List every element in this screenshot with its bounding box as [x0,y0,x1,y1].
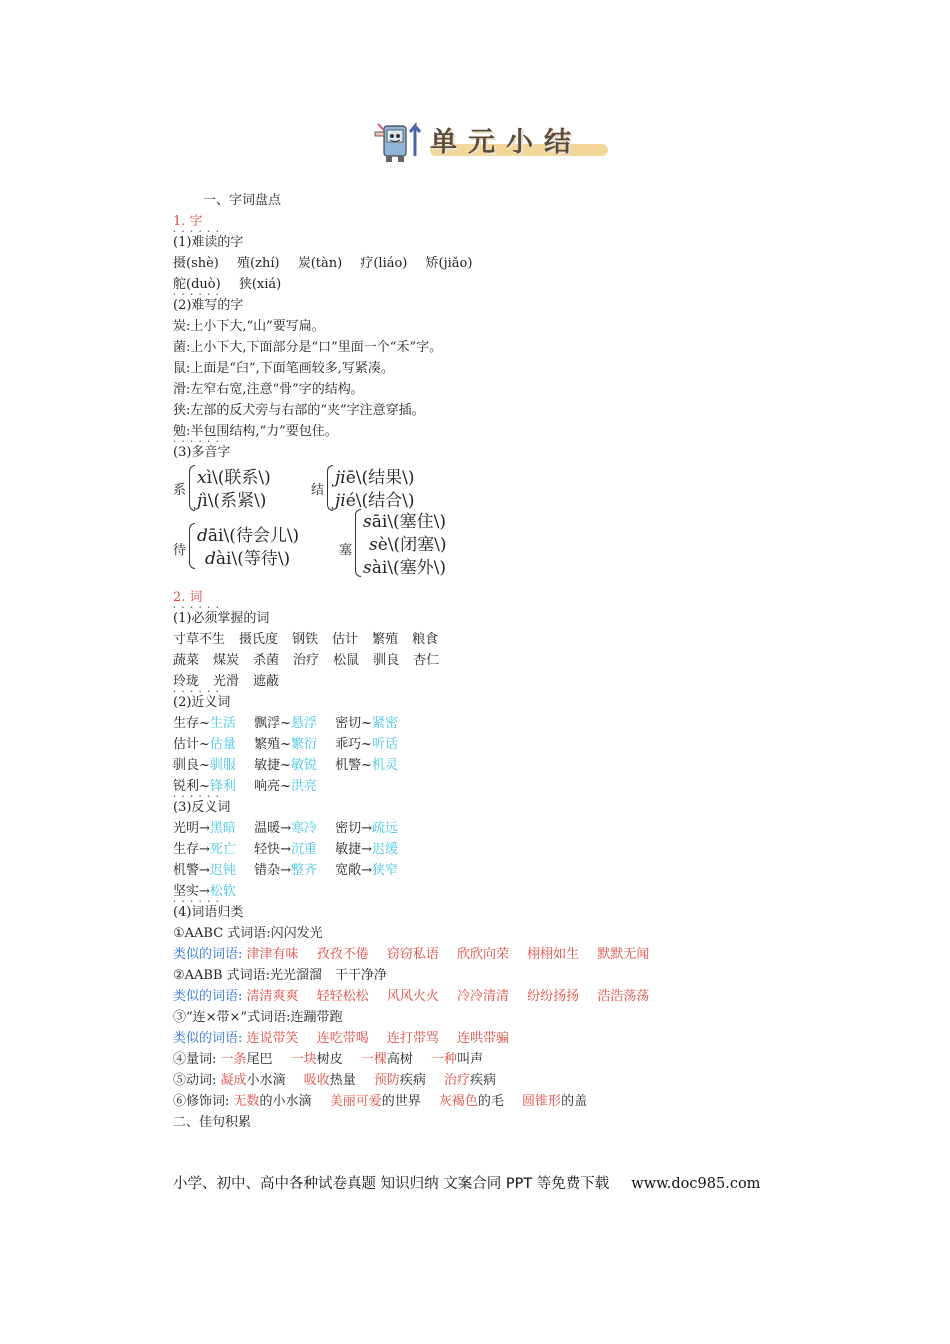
polyphone-option: sài\(塞外\) [363,558,447,578]
polyphone-row [173,463,793,515]
verbs-row: ⑤动词: 凝成小水滴 吸收热量 预防疾病 治疗疾病 [173,1073,497,1088]
hard-write-item: 鼠:上面是“臼”,下面笔画较多,写紧凑。 [173,361,394,376]
antonym-row: 机警→迟钝 错杂→整齐 宽敞→狭窄 [173,863,399,878]
word-row: 蔬菜 煤炭 杀菌 治疗 松鼠 驯良 杏仁 [173,653,440,668]
polyphone-char: 系 [173,483,187,498]
antonym-row: 坚实→松软 [173,884,236,899]
polyphone-option: jié\(结合\) [335,491,415,511]
hard-write-item: 勉:半包围结构,“力”要包住。 [173,424,338,439]
synonyms-title-text: (2)近义词 • • • [173,692,230,713]
char-item: 舵(duò) [173,277,221,292]
antonym-row: 生存→死亡 轻快→沉重 敏捷→迟缓 [173,842,399,857]
polyphone-option: sè\(闭塞\) [369,535,447,555]
word-row: 寸草不生 摄氏度 钢铁 估计 繁殖 粮食 [173,632,439,647]
synonym-row: 估计~估量 繁殖~繁衍 乖巧~听话 [173,737,399,752]
antonyms-title [173,797,793,818]
hard-write-item: 菌:上小下大,下面部分是“口”里面一个“禾”字。 [173,340,443,355]
section-heading: 二、佳句积累 [173,1115,252,1130]
brace-icon [189,523,195,569]
page-title: 单元小结 [430,127,582,158]
char-item: 疗(liáo) [360,256,408,271]
synonym-row: 驯良~驯服 敏捷~敏锐 机警~机灵 [173,758,399,773]
category-label: ①AABC 式词语:闪闪发光 [173,926,323,941]
footer-url[interactable]: www.doc985.com [631,1176,761,1192]
char-item: 殖(zhí) [237,256,280,271]
polyphone-char: 塞 [339,543,353,558]
category-label: ③“连×带×”式词语:连蹦带跑 [173,1010,343,1025]
similar-words-row: 类似的词语: 津津有味 孜孜不倦 窃窃私语 欣欣向荣 栩栩如生 默默无闻 [173,947,650,962]
hard-write-title-text: (2)难写的字 • • • [173,295,243,316]
polyphone-option: sāi\(塞住\) [363,512,447,532]
modifiers-row: ⑥修饰词: 无数的小水滴 美丽可爱的世界 灰褐色的毛 圆锥形的盖 [173,1094,588,1109]
section-heading: 一、字词盘点 [203,193,282,208]
synonym-row: 生存~生活 飘浮~悬浮 密切~紧密 [173,716,399,731]
category-label: ②AABB 式词语:光光溜溜 干干净净 [173,968,388,983]
subsection-words: 2. 词 [173,590,203,605]
similar-words-row: 类似的词语: 清清爽爽 轻轻松松 风风火火 冷冷清清 纷纷扬扬 浩浩荡荡 [173,989,650,1004]
measure-words-row: ④量词: 一条尾巴 一块树皮 一棵高树 一种叫声 [173,1052,484,1067]
polyphone-option: dāi\(待会儿\) [197,526,300,546]
hard-read-title-text: (1)难读的字 • • • [173,232,243,253]
footer-text: 小学、初中、高中各种试卷真题 知识归纳 文案合同 PPT 等免费下载 [173,1176,610,1192]
char-item: 摄(shè) [173,256,219,271]
hard-write-item: 狭:左部的反犬旁与右部的“夹”字注意穿插。 [173,403,425,418]
polyphone-option: jiē\(结果\) [335,468,415,488]
antonym-row: 光明→黑暗 温暖→寒冷 密切→疏远 [173,821,399,836]
hard-read-row [173,253,793,274]
brace-icon [189,465,195,511]
similar-words-row: 类似的词语: 连说带笑 连吃带喝 连打带骂 连哄带骗 [173,1031,510,1046]
hard-read-row [173,274,793,295]
hard-write-title [173,295,793,316]
footer-banner [173,1172,760,1193]
categories-title-text: (4)词语归类 • • • [173,902,243,923]
char-item: 狭(xiá) [238,277,282,292]
synonym-row: 锐利~锋利 响亮~洪亮 [173,779,317,794]
robot-icon [370,116,425,164]
must-words-title [173,608,793,629]
char-item: 炭(tàn) [297,256,343,271]
brace-icon [355,509,361,577]
polyphone-option: dài\(等待\) [205,549,291,569]
hard-read-title [173,232,793,253]
polyphone-title [173,442,793,463]
brace-icon [327,465,333,511]
categories-title [173,902,793,923]
synonyms-title [173,692,793,713]
polyphone-title-text: (3)多音字 • • • [173,442,230,463]
section-banner [370,116,615,166]
polyphone-char: 待 [173,543,187,558]
polyphone-option: xì\(联系\) [197,468,271,488]
polyphone-row [173,512,793,587]
antonyms-title-text: (3)反义词 • • • [173,797,230,818]
summary-content [173,190,793,1133]
polyphone-char: 结 [311,483,325,498]
hard-write-item: 滑:左窄右宽,注意“骨”字的结构。 [173,382,364,397]
must-words-title-text: (1)必须掌握的词 • • • [173,608,269,629]
subsection-chars: 1. 字 [173,214,203,229]
char-item: 矫(jiǎo) [425,256,473,271]
hard-write-item: 炭:上小下大,“山”要写扁。 [173,319,325,334]
word-row: 玲珑 光滑 遮蔽 [173,674,280,689]
polyphone-option: jì\(系紧\) [197,491,267,511]
